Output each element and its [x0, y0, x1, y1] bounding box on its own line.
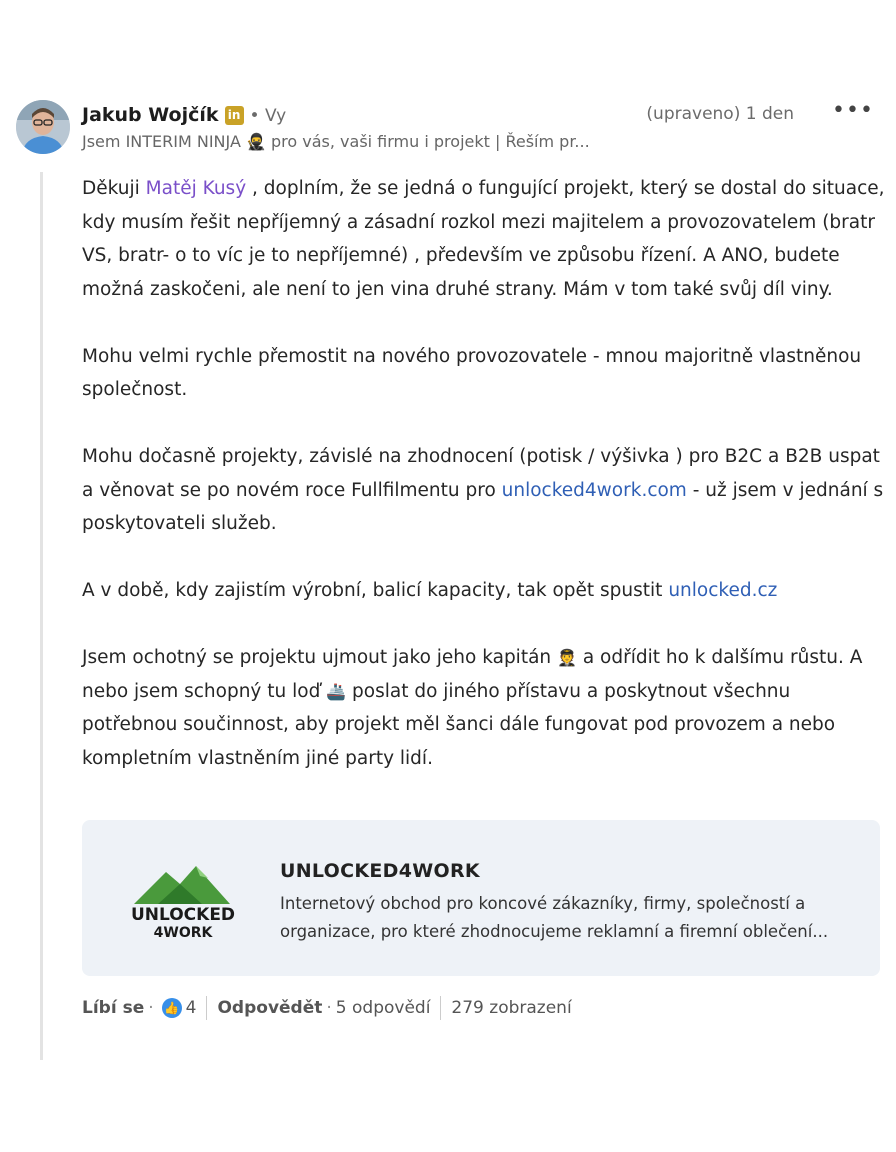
ship-emoji-icon: 🚢: [326, 681, 347, 701]
comment-paragraph: [82, 172, 888, 306]
unlocked-cz-link[interactable]: unlocked.cz: [668, 580, 778, 601]
dot-separator: ·: [326, 998, 332, 1018]
edited-timestamp: (upraveno) 1 den: [646, 104, 794, 124]
divider: [440, 996, 441, 1020]
like-count[interactable]: 4: [185, 998, 197, 1018]
mention-link[interactable]: Matěj Kusý: [145, 178, 247, 199]
avatar[interactable]: [16, 100, 70, 154]
text-span: Děkuji: [82, 178, 146, 199]
comment-actions: [82, 996, 882, 1028]
comment-paragraph: [82, 440, 888, 541]
more-options-icon[interactable]: •••: [832, 98, 874, 123]
comment-paragraph: [82, 641, 888, 775]
comment-header: [16, 98, 886, 162]
text-span: poslat do jiného přístavu a poskytnout všechnu potřebnou součinnost, aby projekt měl šanci dále fungovat pod provozem a nebo kompletním vlastněním jiné party lidí.: [82, 680, 836, 769]
text-span: - už jsem v jednání s poskytovateli služeb.: [82, 479, 884, 534]
logo-text-1: UNLOCKED: [130, 905, 236, 925]
view-count: 279 zobrazení: [451, 998, 572, 1018]
you-label: • Vy: [249, 106, 287, 126]
comment-text: [82, 172, 888, 809]
author-headline: Jsem INTERIM NINJA 🥷 pro vás, vaši firmu i projekt | Řeším pr...: [82, 132, 590, 151]
text-span: Mohu dočasně projekty, závislé na zhodnocení (potisk / výšivka ) pro B2C a B2B uspat a věnovat se po novém roce Fullfilmentu pro: [82, 446, 880, 501]
mountain-logo-icon: [118, 858, 248, 940]
pilot-emoji-icon: 🧑‍✈️: [557, 648, 577, 667]
text-span: Jsem ochotný se projektu ujmout jako jeho kapitán: [82, 647, 558, 668]
author-name[interactable]: Jakub Wojčík: [82, 104, 219, 126]
unlocked4work-link[interactable]: unlocked4work.com: [501, 479, 687, 501]
like-reaction-icon[interactable]: 👍: [162, 998, 182, 1018]
card-description: Internetový obchod pro koncové zákazníky, firmy, společností a organizace, pro které zhodnocujeme reklamní a firemní oblečení...: [280, 894, 829, 941]
thread-line: [40, 172, 43, 1060]
link-preview-card[interactable]: [82, 820, 880, 976]
text-span: a odřídit ho k dalšímu růstu. A nebo jsem schopný tu loď: [82, 647, 863, 702]
divider: [206, 996, 207, 1020]
linkedin-premium-icon: in: [225, 106, 244, 125]
card-title[interactable]: UNLOCKED4WORK: [280, 860, 480, 882]
text-span: A v době, kdy zajistím výrobní, balicí kapacity, tak opět spustit: [82, 580, 669, 601]
dot-separator: ·: [148, 998, 154, 1018]
reply-count[interactable]: 5 odpovědí: [335, 998, 431, 1018]
like-button[interactable]: Líbí se: [82, 998, 145, 1018]
unlocked4work-logo: [118, 858, 248, 940]
logo-text-2: 4WORK: [153, 925, 213, 940]
reply-button[interactable]: Odpovědět: [217, 998, 323, 1018]
comment-paragraph: [82, 574, 888, 608]
text-span: , doplním, že se jedná o fungující projekt, který se dostal do situace, kdy musím řešit nepříjemný a zásadní rozkol mezi majitelem a provozovatelem (bratr VS, bratr- o to víc je to nepříjemné) , především ve způsobu řízení. A ANO, budete možná zaskočeni, ale není to jen vina druhé strany. Mám v tom také svůj díl viny.: [82, 178, 885, 300]
comment-paragraph: Mohu velmi rychle přemostit na nového provozovatele - mnou majoritně vlastněnou společnost.: [82, 345, 862, 400]
author[interactable]: [82, 104, 286, 126]
avatar-image: [16, 100, 70, 154]
